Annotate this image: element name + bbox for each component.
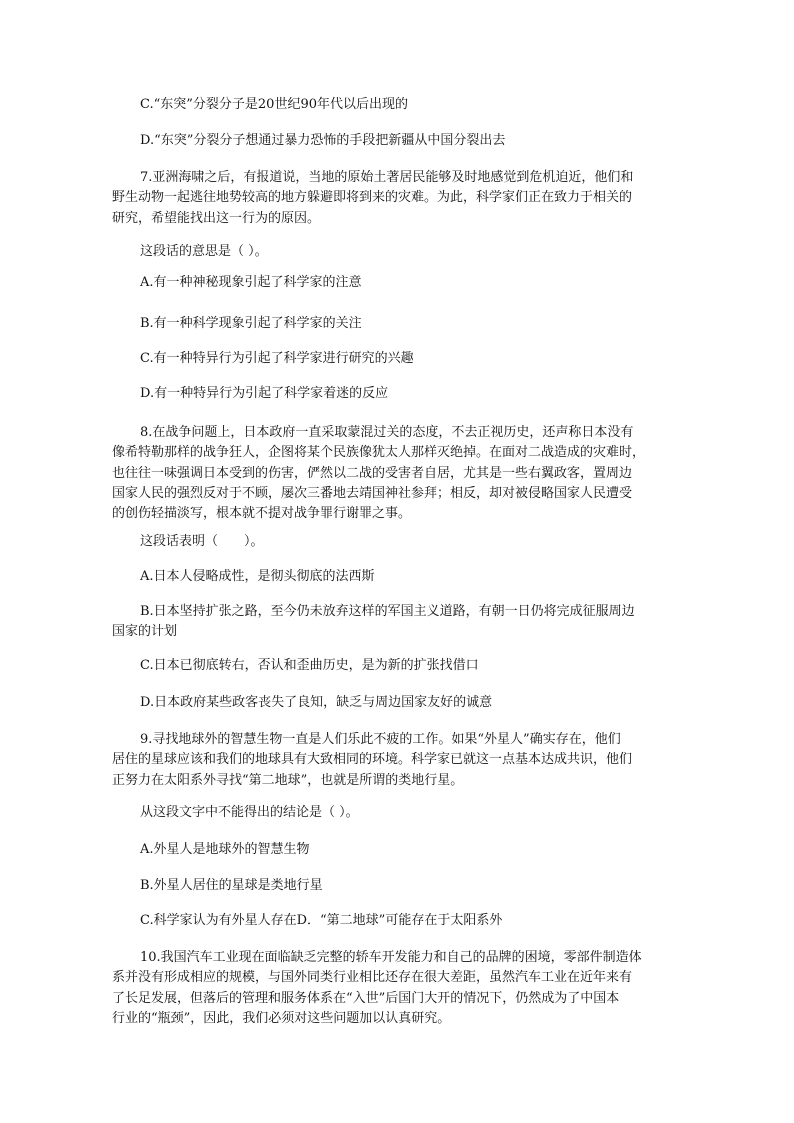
q7-option-a <box>112 273 612 293</box>
q8-stem <box>112 423 646 524</box>
q8-option-b <box>112 602 635 643</box>
text-line: D.有一种特异行为引起了科学家着迷的反应 <box>140 386 389 401</box>
text-line: B.日本坚持扩张之路，至今仍未放弃这样的军国主义道路，有朝一日仍将完成征服周边 <box>140 604 635 619</box>
text-line: D.“东突”分裂分子想通过暴力恐怖的手段把新疆从中国分裂出去 <box>140 133 506 148</box>
text-line: 居住的星球应该和我们的地球具有大致相同的环境。科学家已就这一点基本达成共识，他们 <box>112 752 633 768</box>
text-line: B.外星人居住的星球是类地行星 <box>140 878 323 893</box>
text-line: A.日本人侵略成性，是彻头彻底的法西斯 <box>140 569 375 584</box>
q7-question <box>112 242 612 262</box>
q8-question <box>112 532 612 552</box>
text-line: C.日本已彻底转右，否认和歪曲历史，是为新的扩张找借口 <box>140 658 479 673</box>
q9-question <box>112 803 612 823</box>
q7-option-b <box>112 314 612 334</box>
text-line: 这段话的意思是（ ）。 <box>140 244 268 259</box>
text-line: 的创伤轻描淡写，根本就不提对战争罪行谢罪之事。 <box>112 506 412 522</box>
text-line: C.“东突”分裂分子是20世纪90年代以后出现的 <box>140 97 408 112</box>
text-line: 10.我国汽车工业现在面临缺乏完整的轿车开发能力和自己的品牌的困境，零部件制造体 <box>140 950 642 965</box>
text-line: B.有一种科学现象引起了科学家的关注 <box>140 316 362 331</box>
text-line: 系并没有形成相应的规模，与国外同类行业相比还存在很大差距，虽然汽车工业在近年来有 <box>112 970 633 986</box>
q6-option-c <box>112 95 612 115</box>
q6-option-d <box>112 131 612 151</box>
text-line: 国家的计划 <box>112 624 178 640</box>
q7-option-c <box>112 349 612 369</box>
text-line: A.有一种神秘现象引起了科学家的注意 <box>140 275 362 290</box>
text-line: 8.在战争问题上，日本政府一直采取蒙混过关的态度，不去正视历史，还声称日本没有 <box>140 425 634 440</box>
text-line: 野生动物一起逃往地势较高的地方躲避即将到来的灾难。为此，科学家们正在致力于相关的 <box>112 190 633 206</box>
q8-option-d <box>112 693 612 713</box>
q9-option-a <box>112 840 612 860</box>
text-line: 从这段文字中不能得出的结论是（ ）。 <box>140 805 359 820</box>
text-line: 正努力在太阳系外寻找“第二地球”，也就是所谓的类地行星。 <box>112 772 464 788</box>
text-line: 研究，希望能找出这一行为的原因。 <box>112 210 321 226</box>
text-line: 也往往一味强调日本受到的伤害，俨然以二战的受害者自居，尤其是一些右翼政客，置周边 <box>112 465 633 481</box>
text-line: 9.寻找地球外的智慧生物一直是人们乐此不疲的工作。如果“外星人”确实存在，他们 <box>140 732 621 747</box>
q7-option-d <box>112 384 612 404</box>
text-line: D.日本政府某些政客丧失了良知，缺乏与周边国家友好的诚意 <box>140 695 493 710</box>
q9-option-cd <box>112 911 612 931</box>
text-line: 行业的“瓶颈”，因此，我们必须对这些问题加以认真研究。 <box>112 1010 451 1026</box>
q8-option-a <box>112 567 612 587</box>
q8-option-c <box>112 656 612 676</box>
text-line: C.有一种特异行为引起了科学家进行研究的兴趣 <box>140 351 414 366</box>
text-line: C.科学家认为有外星人存在D．“第二地球”可能存在于太阳系外 <box>140 913 503 928</box>
q9-stem <box>112 730 633 791</box>
text-line: 像希特勒那样的战争狂人，企图将某个民族像犹太人那样灭绝掉。在面对二战造成的灾难时， <box>112 445 646 461</box>
text-line: 国家人民的强烈反对于不顾，屡次三番地去靖国神社参拜；相反，却对被侵略国家人民遭受 <box>112 485 633 501</box>
q7-stem <box>112 168 634 229</box>
text-line: A.外星人是地球外的智慧生物 <box>140 842 310 857</box>
q10-stem <box>112 948 642 1029</box>
q9-option-b <box>112 876 612 896</box>
text-line: 7.亚洲海啸之后，有报道说，当地的原始土著居民能够及时地感觉到危机迫近，他们和 <box>140 170 634 185</box>
text-line: 了长足发展，但落后的管理和服务体系在“入世”后国门大开的情况下，仍然成为了中国本 <box>112 990 620 1006</box>
text-line: 这段话表明（ ）。 <box>140 534 264 549</box>
